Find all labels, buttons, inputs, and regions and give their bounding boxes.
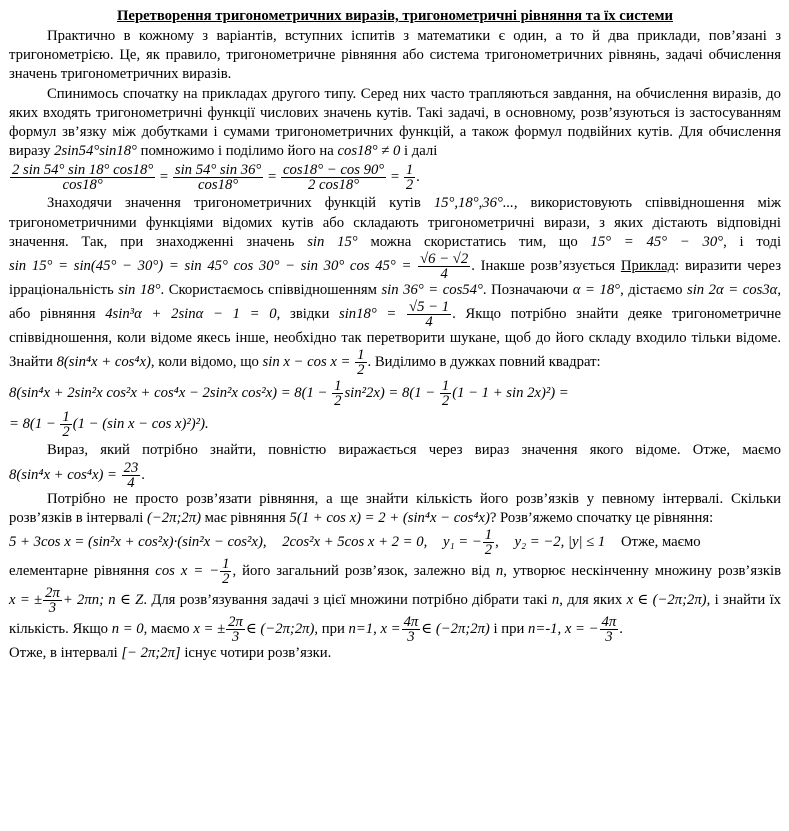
formula-general-solution: x = ± <box>9 591 43 608</box>
fraction: $\frac{4\pi}{3}$ <box>601 614 617 646</box>
formula-known: sin x − cos x = <box>262 354 351 371</box>
paragraph-result: Вираз, який потрібно знайти, повністю виражається через вираз значення якого відоме. Отже, маємо 8(sin⁴x + cos⁴x) = $\frac{23}{4}$ . <box>9 442 781 491</box>
fraction: $\frac{2\pi}{3}$ <box>45 585 60 617</box>
fraction: $\frac{\cos 18^\circ - \cos 90^\circ}{2 \cos 18^\circ}$ <box>282 162 385 194</box>
formula-cos-eq: cos x = − <box>155 562 220 579</box>
paragraph-second-type: Спинимось спочатку на прикладах другого типу. Серед них часто трапляються завдання, на обчислення виразів, до яких входять тригонометричні функції числових значень кутів. Такі задачі, в основному, розв’язуються із застосуванням формул зв’язку між добутками і сумами тригонометричних функцій, а також формул подвійних кутів. Для обчислення виразу 2sin54°sin18° помножимо і поділимо його на cos18° ≠ 0 і далі <box>9 85 781 160</box>
fraction: $\frac{\sin 54^\circ \sin 36^\circ}{\cos 18^\circ}$ <box>174 162 262 194</box>
fraction: $\frac{√5 - 1}{4}$ <box>409 299 450 331</box>
formula-n0: n = 0 <box>111 620 144 637</box>
fraction: $\frac{23}{4}$ <box>123 459 139 491</box>
formula-sin15-expansion: sin 15° = sin(45° − 30°) = sin 45° cos 30° − sin 30° cos 45° = <box>9 257 412 274</box>
paragraph-equation-count: Потрібно не просто розв’язати рівняння, а ще знайти кількість його розв’язків у певному інтервалі. Скільки розв’язків в інтервалі (−2π;2π) має рівняння 5(1 + cos x) = 2 + (sin⁴x − cos⁴x)? Розв’яжемо спочатку це рівняння: <box>9 490 781 526</box>
formula-cubic: 4sin³α + 2sinα − 1 = 0 <box>105 306 277 323</box>
fraction: $\frac{1}{2}$ <box>334 378 342 410</box>
formula-cos18: cos18° ≠ 0 <box>337 143 401 160</box>
formula-angle-relation: 15° = 45° − 30° <box>590 233 724 250</box>
formula-alpha: α = 18° <box>572 282 621 299</box>
paragraph-angles: Знаходячи значення тригонометричних функцій кутів 15°,18°,36°..., використовують співвідношення між тригонометричними функціями відомих кутів або складають тригонометричні вирази, з яких дістають відповідні значення. Так, при знаходженні значень sin 15° можна скористатись тим, що 15° = 45° − 30°, і тоді sin 15° = sin(45° − 30°) = sin 45° cos 30° − sin 30° cos 45° = $\frac{√6 - √2}{4}$ . Інакше розв’язується Приклад: виразити через ірраціональність sin 18°. Скористаємось співвідношенням sin 36° = cos54°. Позначаючи α = 18°, дістаємо sin 2α = cos3α, або рівняння 4sin³α + 2sinα − 1 = 0, звідки sin18° = $\frac{√5 - 1}{4}$ . Якщо потрібно знайти деяке тригонометричне співвідношення, коли відоме якесь інше, необхідно так перетворити шукане, щоб до його складу входило тільки відоме. Знайти 8(sin⁴x + cos⁴x), коли відомо, що sin x − cos x = $\frac{1}{2}$ . Виділимо в дужках повний квадрат: <box>9 195 782 379</box>
formula-find: 8(sin⁴x + cos⁴x) <box>56 354 151 371</box>
formula-sin18-value: sin18° = <box>339 306 397 323</box>
fraction: $\frac{1}{2}$ <box>484 527 493 559</box>
paragraph-general-solution: елементарне рівняння cos x = − $\frac{1}{2}$ , його загальний розв’язок, залежно від n, утворює нескінченну множину розв’язків x = ± $\frac{2\pi}{3}$ + 2πn; n ∈ Z. Для розв’язування задачі з цієї множини потрібно дібрати такі n, для яких x ∈ (−2π;2π), і знайти їх кількість. Якщо n = 0, маємо x = ± $\frac{2\pi}{3}$ ∈ (−2π;2π), при n=1, x = $\frac{4\pi}{3}$ ∈ (−2π;2π) і при n=-1, x = − $\frac{4\pi}{3}$ . <box>9 556 782 646</box>
paragraph-intro: Практично в кожному з варіантів, вступних іспитів з математики є один, а то й два приклади, пов’язані з тригонометрією. Це, як правило, тригонометричне рівняння або система тригонометричних рівнянь, задачі обчислення значень тригонометричних виразів. <box>9 28 781 83</box>
formula-angles: 15°,18°,36°... <box>433 195 514 212</box>
fraction: $\frac{2\pi}{3}$ <box>228 614 243 646</box>
formula-condition: x ∈ (−2π;2π) <box>626 591 707 608</box>
formula-result: 8(sin⁴x + cos⁴x) = <box>9 466 117 483</box>
formula-sin36: sin 36° = cos54° <box>381 282 483 299</box>
formula-equation: 5(1 + cos x) = 2 + (sin⁴x − cos⁴x) <box>289 509 490 526</box>
formula-interval: (−2π;2π) <box>147 509 201 526</box>
fraction: $\frac{√6 - √2}{4}$ <box>420 251 469 283</box>
formula-sin18: sin 18° <box>118 282 161 299</box>
fraction: $\frac{1}{2}$ <box>405 162 414 194</box>
equation-square-result: = 8(1 − $\frac{1}{2}$ (1 − (sin x − cos x)²)²). <box>9 409 209 441</box>
equation-square-expansion: 8(sin⁴x + 2sin²x cos²x + cos⁴x − 2sin²x cos²x) = 8(1 − $\frac{1}{2}$ sin²2x) = 8(1 − $\frac{1}{2}$ (1 − 1 + sin 2x)²) = <box>9 378 569 410</box>
fraction: $\frac{1}{2}$ <box>62 409 70 441</box>
equation-product-chain: $\frac{2 \sin 54^\circ \sin 18^\circ \cos 18^\circ}{\cos 18^\circ}$ = $\frac{\sin 54^\circ \sin 36^\circ}{\cos 18^\circ}$ = $\frac{\cos 18^\circ - \cos 90^\circ}{2 \cos 18^\circ}$ = $\frac{1}{2}$ . <box>12 162 420 194</box>
paragraph-conclusion: Отже, в інтервалі [− 2π;2π] існує чотири розв’язки. <box>9 645 332 662</box>
fraction: $\frac{2 \sin 54^\circ \sin 18^\circ \cos 18^\circ}{\cos 18^\circ}$ <box>12 162 154 194</box>
example-label: Приклад <box>620 257 676 274</box>
formula-closed-interval: [− 2π;2π] <box>121 645 181 662</box>
fraction: $\frac{1}{2}$ <box>222 556 230 588</box>
formula-sin15: sin 15° <box>307 233 358 250</box>
formula-expression: 2sin54°sin18° <box>54 143 137 160</box>
fraction: $\frac{1}{2}$ <box>357 347 365 379</box>
fraction: $\frac{1}{2}$ <box>441 378 450 410</box>
fraction: $\frac{4\pi}{3}$ <box>403 614 419 646</box>
equation-solution-steps: 5 + 3cos x = (sin²x + cos²x)·(sin²x − cos²x), 2cos²x + 5cos x + 2 = 0, y₁ = − $\frac{1}{2}$ , y₂ = −2, |y| ≤ 1 Отже, маємо <box>9 527 701 559</box>
page-title: Перетворення тригонометричних виразів, тригонометричні рівняння та їх системи <box>117 8 673 24</box>
formula-double-triple: sin 2α = cos3α <box>686 282 778 299</box>
